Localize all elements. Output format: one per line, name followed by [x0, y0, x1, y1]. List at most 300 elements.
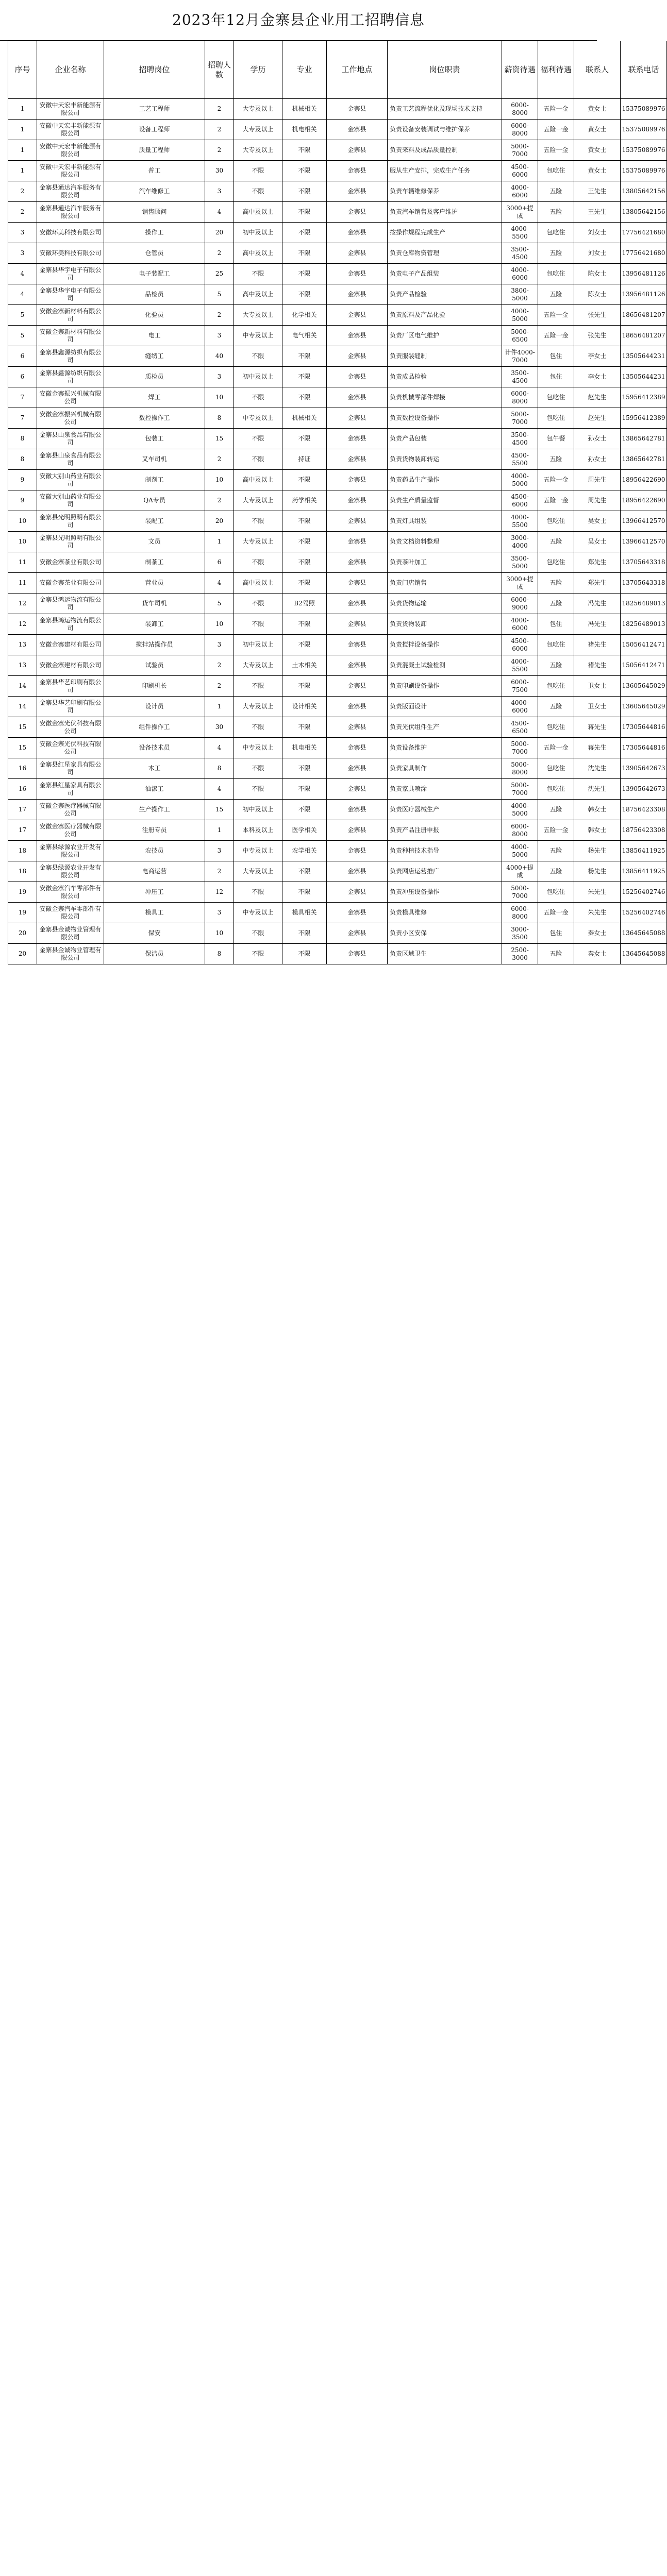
table-cell: 13865642781 [621, 449, 667, 470]
table-cell: 2 [205, 676, 234, 697]
table-cell: 负责种植技术指导 [388, 841, 502, 861]
table-cell: 五险 [538, 181, 574, 202]
table-cell: 负责货物装卸转运 [388, 449, 502, 470]
table-cell: 2 [205, 449, 234, 470]
table-cell: 不限 [282, 552, 327, 573]
table-cell: 金寨县 [327, 676, 388, 697]
table-cell: 机械相关 [282, 408, 327, 429]
table-cell: 3 [205, 367, 234, 387]
header-cell: 序号 [8, 41, 37, 99]
table-cell: 金寨县 [327, 614, 388, 635]
table-cell: 金寨县 [327, 923, 388, 944]
table-cell: 11 [8, 552, 37, 573]
table-cell: 不限 [282, 861, 327, 882]
table-cell: 电工 [104, 326, 205, 346]
table-cell: 不限 [282, 202, 327, 223]
table-row [8, 635, 665, 655]
table-cell: 五险一金 [538, 820, 574, 841]
table-cell: 4000-6000 [502, 264, 538, 284]
table-cell: 五险 [538, 449, 574, 470]
header-cell: 招聘岗位 [104, 41, 205, 99]
table-cell: 高中及以上 [234, 470, 282, 490]
table-cell: 负责搅拌设备操作 [388, 635, 502, 655]
table-cell: 五险一金 [538, 140, 574, 161]
header-cell: 岗位职责 [388, 41, 502, 99]
table-cell: 不限 [234, 264, 282, 284]
table-cell: 负责印刷设备操作 [388, 676, 502, 697]
table-cell: 6000-9000 [502, 594, 538, 614]
table-cell: 负责冲压设备操作 [388, 882, 502, 903]
table-row [8, 449, 665, 470]
table-row [8, 161, 665, 181]
table-cell: 3 [205, 635, 234, 655]
table-cell: 13966412570 [621, 532, 667, 552]
table-cell: 大专及以上 [234, 532, 282, 552]
table-cell: 2 [8, 181, 37, 202]
table-cell: 金寨县 [327, 655, 388, 676]
table-cell: 17 [8, 820, 37, 841]
table-cell: 不限 [282, 161, 327, 181]
table-cell: 5000-8000 [502, 758, 538, 779]
table-cell: 14 [8, 697, 37, 717]
table-row [8, 552, 665, 573]
table-cell: 10 [205, 470, 234, 490]
table-cell: 中专及以上 [234, 841, 282, 861]
table-cell: 包吃住 [538, 408, 574, 429]
table-cell: 不限 [282, 346, 327, 367]
table-cell: 负责光伏组件生产 [388, 717, 502, 738]
table-cell: 不限 [234, 882, 282, 903]
table-cell: 农学相关 [282, 841, 327, 861]
table-cell: 赵先生 [574, 408, 621, 429]
table-cell: 沈先生 [574, 758, 621, 779]
table-cell: 操作工 [104, 223, 205, 243]
table-cell: 五险 [538, 800, 574, 820]
table-cell: 5 [205, 284, 234, 305]
table-cell: 10 [8, 511, 37, 532]
table-cell: 3500-4500 [502, 367, 538, 387]
table-cell: 17305644816 [621, 738, 667, 758]
table-cell: 金寨县 [327, 264, 388, 284]
table-cell: 韩女士 [574, 820, 621, 841]
table-cell: 金寨县 [327, 326, 388, 346]
table-cell: 5000-7000 [502, 140, 538, 161]
table-cell: 8 [8, 429, 37, 449]
table-cell: 金寨县 [327, 140, 388, 161]
table-cell: 6000-8000 [502, 820, 538, 841]
table-cell: 负责家具喷涂 [388, 779, 502, 800]
table-cell: 金寨县华艺印刷有限公司 [37, 676, 104, 697]
table-cell: 13905642673 [621, 779, 667, 800]
table-cell: 13856411925 [621, 841, 667, 861]
table-cell: 保安 [104, 923, 205, 944]
table-cell: 4000-5000 [502, 470, 538, 490]
table-cell: 4 [205, 738, 234, 758]
table-row [8, 532, 665, 552]
table-cell: 注册专员 [104, 820, 205, 841]
page-title: 2023年12月金寨县企业用工招聘信息 [0, 0, 597, 41]
table-cell: 金寨县光明照明有限公司 [37, 532, 104, 552]
table-cell: 金寨县 [327, 552, 388, 573]
table-cell: 不限 [234, 552, 282, 573]
table-cell: 17756421680 [621, 243, 667, 264]
table-cell: 黄女士 [574, 99, 621, 120]
table-cell: 20 [205, 223, 234, 243]
table-cell: 机电相关 [282, 738, 327, 758]
table-cell: 不限 [234, 923, 282, 944]
table-cell: 不限 [234, 594, 282, 614]
table-cell: 模具工 [104, 903, 205, 923]
table-cell: 五险一金 [538, 305, 574, 326]
table-cell: 五险一金 [538, 490, 574, 511]
table-cell: 10 [8, 532, 37, 552]
table-cell: 4000-5500 [502, 511, 538, 532]
table-cell: 13956481126 [621, 284, 667, 305]
table-cell: 不限 [282, 717, 327, 738]
table-cell: 不限 [282, 573, 327, 594]
table-cell: 4000-5000 [502, 841, 538, 861]
table-cell: 不限 [282, 614, 327, 635]
table-cell: 五险 [538, 594, 574, 614]
table-cell: 不限 [282, 676, 327, 697]
table-cell: 冯先生 [574, 594, 621, 614]
table-cell: 4 [8, 284, 37, 305]
table-cell: 16 [8, 758, 37, 779]
table-cell: 负责工艺流程优化及现场技术支持 [388, 99, 502, 120]
table-cell: 15 [8, 717, 37, 738]
table-cell: 张先生 [574, 305, 621, 326]
table-cell: 冯先生 [574, 614, 621, 635]
table-cell: 15375089976 [621, 140, 667, 161]
table-cell: 土木相关 [282, 655, 327, 676]
table-cell: 15956412389 [621, 387, 667, 408]
table-cell: 25 [205, 264, 234, 284]
table-cell: 金寨县 [327, 841, 388, 861]
table-cell: 包吃住 [538, 223, 574, 243]
table-cell: 设计相关 [282, 697, 327, 717]
table-cell: 负责小区安保 [388, 923, 502, 944]
table-cell: 4000-6000 [502, 614, 538, 635]
table-cell: 化验员 [104, 305, 205, 326]
table-cell: 不限 [282, 223, 327, 243]
table-cell: 5 [205, 594, 234, 614]
table-cell: 金寨县 [327, 800, 388, 820]
table-cell: 负责设备维护 [388, 738, 502, 758]
table-cell: 吴女士 [574, 532, 621, 552]
table-cell: 褚先生 [574, 655, 621, 676]
table-cell: 不限 [282, 511, 327, 532]
header-cell: 专业 [282, 41, 327, 99]
table-cell: 油漆工 [104, 779, 205, 800]
table-cell: 不限 [234, 161, 282, 181]
table-cell: 金寨县 [327, 181, 388, 202]
table-cell: 不限 [282, 532, 327, 552]
table-cell: 计件4000-7000 [502, 346, 538, 367]
table-cell: 6000-8000 [502, 120, 538, 140]
table-cell: 五险一金 [538, 99, 574, 120]
table-cell: 负责灯具组装 [388, 511, 502, 532]
table-cell: 初中及以上 [234, 367, 282, 387]
table-cell: 大专及以上 [234, 655, 282, 676]
table-cell: 负责来料及成品质量控制 [388, 140, 502, 161]
table-cell: 13805642156 [621, 202, 667, 223]
table-cell: 2 [205, 305, 234, 326]
table-cell: 五险 [538, 284, 574, 305]
table-cell: 生产操作工 [104, 800, 205, 820]
table-cell: 孙女士 [574, 449, 621, 470]
table-cell: 金寨县 [327, 387, 388, 408]
table-cell: 刘女士 [574, 223, 621, 243]
table-cell: 本科及以上 [234, 820, 282, 841]
table-row [8, 573, 665, 594]
table-row [8, 820, 665, 841]
table-row [8, 181, 665, 202]
table-cell: 包吃住 [538, 882, 574, 903]
table-cell: 3 [205, 903, 234, 923]
table-cell: 金寨县 [327, 284, 388, 305]
table-cell: 18 [8, 841, 37, 861]
table-cell: 13505644231 [621, 346, 667, 367]
table-cell: 安徽金寨光伏科技有限公司 [37, 738, 104, 758]
table-cell: 中专及以上 [234, 903, 282, 923]
table-row [8, 99, 665, 120]
table-cell: 13966412570 [621, 511, 667, 532]
table-row [8, 264, 665, 284]
table-cell: 卫女士 [574, 676, 621, 697]
table-cell: 安徽金寨医疗器械有限公司 [37, 800, 104, 820]
table-cell: 高中及以上 [234, 573, 282, 594]
table-cell: 服从生产安排，完成生产任务 [388, 161, 502, 181]
table-cell: 4500-6000 [502, 161, 538, 181]
table-cell: 8 [205, 758, 234, 779]
table-cell: 3000+提成 [502, 202, 538, 223]
header-cell: 招聘人数 [205, 41, 234, 99]
table-cell: 黄女士 [574, 161, 621, 181]
table-row [8, 594, 665, 614]
table-cell: 安徽金寨新材料有限公司 [37, 305, 104, 326]
header-cell: 薪资待遇 [502, 41, 538, 99]
table-cell: 6000-8000 [502, 387, 538, 408]
table-cell: 3500-5000 [502, 552, 538, 573]
table-cell: 五险一金 [538, 903, 574, 923]
table-cell: 焊工 [104, 387, 205, 408]
table-cell: B2驾照 [282, 594, 327, 614]
table-cell: 模具相关 [282, 903, 327, 923]
table-cell: 五险一金 [538, 326, 574, 346]
table-cell: 13 [8, 635, 37, 655]
table-cell: 15375089976 [621, 161, 667, 181]
table-cell: 赵先生 [574, 387, 621, 408]
table-cell: 15256402746 [621, 903, 667, 923]
table-cell: 4000-6000 [502, 697, 538, 717]
table-cell: 13605645029 [621, 697, 667, 717]
table-cell: 五险 [538, 202, 574, 223]
table-row [8, 861, 665, 882]
table-cell: 大专及以上 [234, 120, 282, 140]
table-cell: 17756421680 [621, 223, 667, 243]
table-cell: 包住 [538, 614, 574, 635]
table-cell: 负责产品包装 [388, 429, 502, 449]
table-cell: 金寨县通达汽车服务有限公司 [37, 181, 104, 202]
table-cell: 金寨县山泉食品有限公司 [37, 429, 104, 449]
table-cell: 15375089976 [621, 120, 667, 140]
table-cell: 负责汽车销售及客户维护 [388, 202, 502, 223]
table-cell: 负责版面设计 [388, 697, 502, 717]
table-cell: 3500-4500 [502, 429, 538, 449]
table-row [8, 882, 665, 903]
table-cell: 金寨县 [327, 305, 388, 326]
table-row [8, 305, 665, 326]
table-cell: 15375089976 [621, 99, 667, 120]
table-cell: 韩女士 [574, 800, 621, 820]
table-row [8, 697, 665, 717]
table-cell: 金寨县 [327, 470, 388, 490]
table-cell: 安徽环美科技有限公司 [37, 243, 104, 264]
table-cell: 杨先生 [574, 861, 621, 882]
table-cell: 13645645088 [621, 923, 667, 944]
table-cell: 6000-7500 [502, 676, 538, 697]
table-cell: 金寨县鑫源纺织有限公司 [37, 346, 104, 367]
table-row [8, 717, 665, 738]
table-cell: 18956422690 [621, 470, 667, 490]
table-cell: 3 [8, 243, 37, 264]
table-cell: 2500-3000 [502, 944, 538, 964]
table-cell: 品检员 [104, 284, 205, 305]
table-cell: 13605645029 [621, 676, 667, 697]
table-cell: 不限 [282, 758, 327, 779]
table-cell: 搅拌站操作员 [104, 635, 205, 655]
table-cell: 负责成品检验 [388, 367, 502, 387]
table-cell: 普工 [104, 161, 205, 181]
table-cell: 安徽金寨新材料有限公司 [37, 326, 104, 346]
table-row [8, 367, 665, 387]
table-cell: 木工 [104, 758, 205, 779]
table-cell: 13505644231 [621, 367, 667, 387]
table-cell: 五险 [538, 243, 574, 264]
table-cell: 金寨县 [327, 99, 388, 120]
table-cell: 负责货物装卸 [388, 614, 502, 635]
table-cell: 不限 [282, 367, 327, 387]
table-cell: 4000-5000 [502, 800, 538, 820]
table-cell: 负责模具维修 [388, 903, 502, 923]
table-cell: 4500-5500 [502, 449, 538, 470]
table-cell: 40 [205, 346, 234, 367]
table-cell: 金寨县绿源农业开发有限公司 [37, 861, 104, 882]
table-cell: 负责门店销售 [388, 573, 502, 594]
table-cell: 30 [205, 717, 234, 738]
table-row [8, 120, 665, 140]
table-cell: 制茶工 [104, 552, 205, 573]
table-cell: 包午餐 [538, 429, 574, 449]
table-cell: 负责文档资料整理 [388, 532, 502, 552]
table-cell: 金寨县华宇电子有限公司 [37, 264, 104, 284]
table-cell: 9 [8, 490, 37, 511]
table-row [8, 779, 665, 800]
table-cell: 负责生产质量监督 [388, 490, 502, 511]
table-cell: 不限 [282, 635, 327, 655]
table-cell: 负责电子产品组装 [388, 264, 502, 284]
table-cell: 保洁员 [104, 944, 205, 964]
table-cell: 10 [205, 614, 234, 635]
table-cell: 安徽金寨茶业有限公司 [37, 573, 104, 594]
table-cell: 安徽中天宏丰新能源有限公司 [37, 140, 104, 161]
table-cell: 设计员 [104, 697, 205, 717]
table-cell: 金寨县 [327, 367, 388, 387]
table-cell: 工艺工程师 [104, 99, 205, 120]
table-cell: 质检员 [104, 367, 205, 387]
table-cell: 负责机械零部件焊接 [388, 387, 502, 408]
table-row [8, 408, 665, 429]
table-cell: 3000+提成 [502, 573, 538, 594]
table-cell: 15 [205, 429, 234, 449]
table-cell: 17 [8, 800, 37, 820]
table-cell: 金寨县绿源农业开发有限公司 [37, 841, 104, 861]
table-cell: 安徽中天宏丰新能源有限公司 [37, 161, 104, 181]
table-cell: 金寨县红星家具有限公司 [37, 779, 104, 800]
table-cell: 3 [205, 181, 234, 202]
table-cell: 设备技术员 [104, 738, 205, 758]
table-cell: 金寨县金诚物业管理有限公司 [37, 923, 104, 944]
table-row [8, 511, 665, 532]
table-cell: 不限 [282, 944, 327, 964]
table-cell: 13645645088 [621, 944, 667, 964]
table-cell: 15956412389 [621, 408, 667, 429]
table-cell: 7 [8, 408, 37, 429]
table-cell: 吴女士 [574, 511, 621, 532]
table-cell: 卫女士 [574, 697, 621, 717]
table-cell: 大专及以上 [234, 305, 282, 326]
table-cell: 6 [8, 346, 37, 367]
table-cell: 10 [205, 387, 234, 408]
table-cell: 文员 [104, 532, 205, 552]
table-cell: 1 [205, 820, 234, 841]
table-cell: 11 [8, 573, 37, 594]
table-cell: 不限 [282, 470, 327, 490]
table-cell: 4000+提成 [502, 861, 538, 882]
table-cell: 不限 [234, 676, 282, 697]
table-cell: 负责医疗器械生产 [388, 800, 502, 820]
table-cell: 19 [8, 882, 37, 903]
table-cell: 农技员 [104, 841, 205, 861]
table-row [8, 202, 665, 223]
table-cell: 金寨县 [327, 408, 388, 429]
table-cell: 大专及以上 [234, 99, 282, 120]
table-row [8, 140, 665, 161]
table-row [8, 841, 665, 861]
table-cell: 18256489013 [621, 594, 667, 614]
table-cell: 安徽金寨振兴机械有限公司 [37, 408, 104, 429]
table-cell: 负责原料及产品化验 [388, 305, 502, 326]
table-cell: 陈女士 [574, 264, 621, 284]
table-cell: 化学相关 [282, 305, 327, 326]
table-cell: 6 [205, 552, 234, 573]
table-row [8, 923, 665, 944]
table-cell: 18956422690 [621, 490, 667, 511]
recruitment-table [8, 41, 665, 964]
header-cell: 福利待遇 [538, 41, 574, 99]
table-cell: 制剂工 [104, 470, 205, 490]
table-cell: 6000-8000 [502, 903, 538, 923]
table-cell: 18256489013 [621, 614, 667, 635]
table-cell: 12 [8, 614, 37, 635]
table-cell: 郑先生 [574, 552, 621, 573]
table-cell: 5000-7000 [502, 738, 538, 758]
table-cell: 金寨县 [327, 903, 388, 923]
table-cell: 安徽金寨茶业有限公司 [37, 552, 104, 573]
table-cell: 安徽环美科技有限公司 [37, 223, 104, 243]
table-cell: 金寨县 [327, 882, 388, 903]
table-cell: 5000-6500 [502, 326, 538, 346]
